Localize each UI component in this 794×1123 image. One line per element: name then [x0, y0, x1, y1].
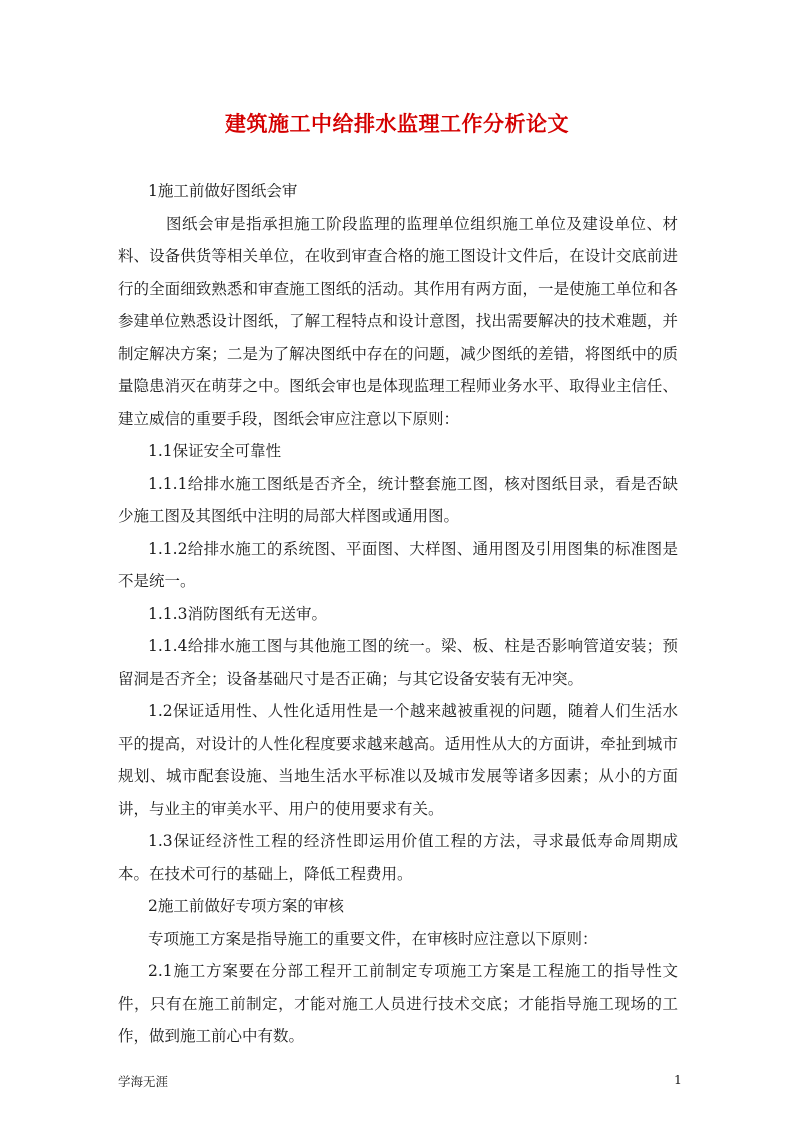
paragraph: 1.1.2给排水施工的系统图、平面图、大样图、通用图及引用图集的标准图是不是统一。	[118, 539, 678, 590]
paragraph: 2.1施工方案要在分部工程开工前制定专项施工方案是工程施工的指导性文件，只有在施工前制定，才能对施工人员进行技术交底；才能指导施工现场的工作，做到施工前心中有数。	[118, 962, 678, 1045]
paragraph: 专项施工方案是指导施工的重要文件，在审核时应注意以下原则：	[148, 929, 598, 948]
paragraph: 图纸会审是指承担施工阶段监理的监理单位组织施工单位及建设单位、材料、设备供货等相关单位，在收到审查合格的施工图设计文件后，在设计交底前进行的全面细致熟悉和审查施工图纸的活动。其作用有两方面，一是使施工单位和各参建单位熟悉设计图纸，了解工程特点和设计意图，找出需要解决的技术难题，并制定解决方案；二是为了解决图纸中存在的问题，减少图纸的差错，将图纸中的质量隐患消灭在萌芽之中。图纸会审也是体现监理工程师业务水平、取得业主信任、建立威信的重要手段，图纸会审应注意以下原则：	[118, 214, 678, 428]
paragraph: 1.3保证经济性工程的经济性即运用价值工程的方法，寻求最低寿命周期成本。在技术可行的基础上，降低工程费用。	[118, 832, 678, 883]
footer-text: 学海无涯	[118, 1074, 169, 1089]
page-number: 1	[674, 1072, 682, 1087]
paragraph: 1.2保证适用性、人性化适用性是一个越来越被重视的问题，随着人们生活水平的提高，对设计的人性化程度要求越来越高。适用性从大的方面讲，牵扯到城市规划、城市配套设施、当地生活水平标准以及城市发展等诸多因素；从小的方面讲，与业主的审美水平、用户的使用要求有关。	[118, 702, 678, 818]
subsection-heading: 1.1保证安全可靠性	[148, 442, 282, 460]
section-heading: 2施工前做好专项方案的审核	[148, 897, 344, 915]
section-heading: 1施工前做好图纸会审	[148, 182, 298, 200]
document-title: 建筑施工中给排水监理工作分析论文	[225, 111, 569, 136]
document-body	[118, 175, 678, 1053]
paragraph: 1.1.4给排水施工图与其他施工图的统一。梁、板、柱是否影响管道安装；预留洞是否齐全；设备基础尺寸是否正确；与其它设备安装有无冲突。	[118, 637, 678, 688]
paragraph: 1.1.3消防图纸有无送审。	[148, 604, 327, 623]
paragraph: 1.1.1给排水施工图纸是否齐全，统计整套施工图，核对图纸目录，看是否缺少施工图及其图纸中注明的局部大样图或通用图。	[118, 474, 678, 525]
